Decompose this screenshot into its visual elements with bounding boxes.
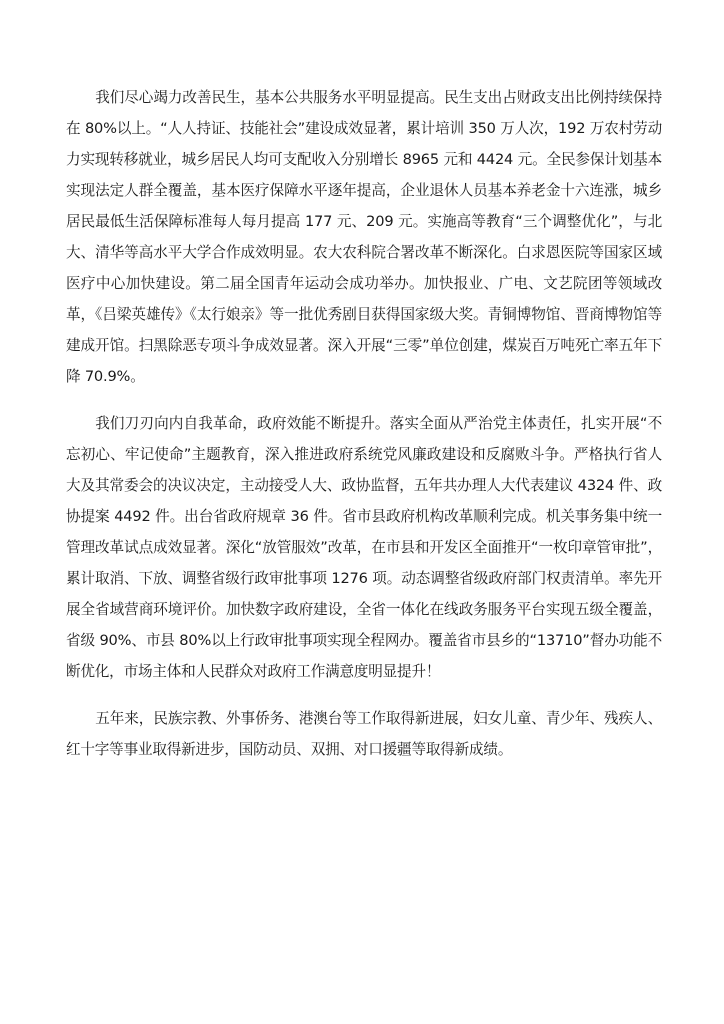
- document-page: [66, 82, 662, 765]
- paragraph-government-efficiency: 我们刀刃向内自我革命，政府效能不断提升。落实全面从严治党主体责任，扎实开展“不忘初心、牢记使命”主题教育，深入推进政府系统党风廉政建设和反腐败斗争。严格执行省人大及其常委会的决议决定，主动接受人大、政协监督，五年共办理人大代表建议 4324 件、政协提案 4492 件。出台省政府规章 36 件。省市县政府机构改革顺利完成。机关事务集中统一管理改革试点成效显著。深化“放管服效”改革，在市县和开发区全面推开“一枚印章管审批”，累计取消、下放、调整省级行政审批事项 1276 项。动态调整省级政府部门权责清单。率先开展全省域营商环境评价。加快数字政府建设，全省一体化在线政务服务平台实现五级全覆盖，省级 90%、市县 80%以上行政审批事项实现全程网办。覆盖省市县乡的“13710”督办功能不断优化，市场主体和人民群众对政府工作满意度明显提升！: [66, 415, 662, 680]
- paragraph-livelihood: 我们尽心竭力改善民生，基本公共服务水平明显提高。民生支出占财政支出比例持续保持在 80%以上。“人人持证、技能社会”建设成效显著，累计培训 350 万人次，192 万农村劳动力实现转移就业，城乡居民人均可支配收入分别增长 8965 元和 4424 元。全民参保计划基本实现法定人群全覆盖，基本医疗保障水平逐年提高，企业退休人员基本养老金十六连涨，城乡居民最低生活保障标准每人每月提高 177 元、209 元。实施高等教育“三个调整优化”，与北大、清华等高水平大学合作成效明显。农大农科院合署改革不断深化。白求恩医院等国家区域医疗中心加快建设。第二届全国青年运动会成功举办。加快报业、广电、文艺院团等领域改革，《吕梁英雄传》《太行娘亲》等一批优秀剧目获得国家级大奖。青铜博物馆、晋商博物馆等建成开馆。扫黑除恶专项斗争成效显著。深入开展“三零”单位创建，煤炭百万吨死亡率五年下降 70.9%。: [66, 89, 662, 385]
- paragraph-five-years-summary: 五年来，民族宗教、外事侨务、港澳台等工作取得新进展，妇女儿童、青少年、残疾人、红十字等事业取得新进步，国防动员、双拥、对口援疆等取得新成绩。: [66, 710, 662, 758]
